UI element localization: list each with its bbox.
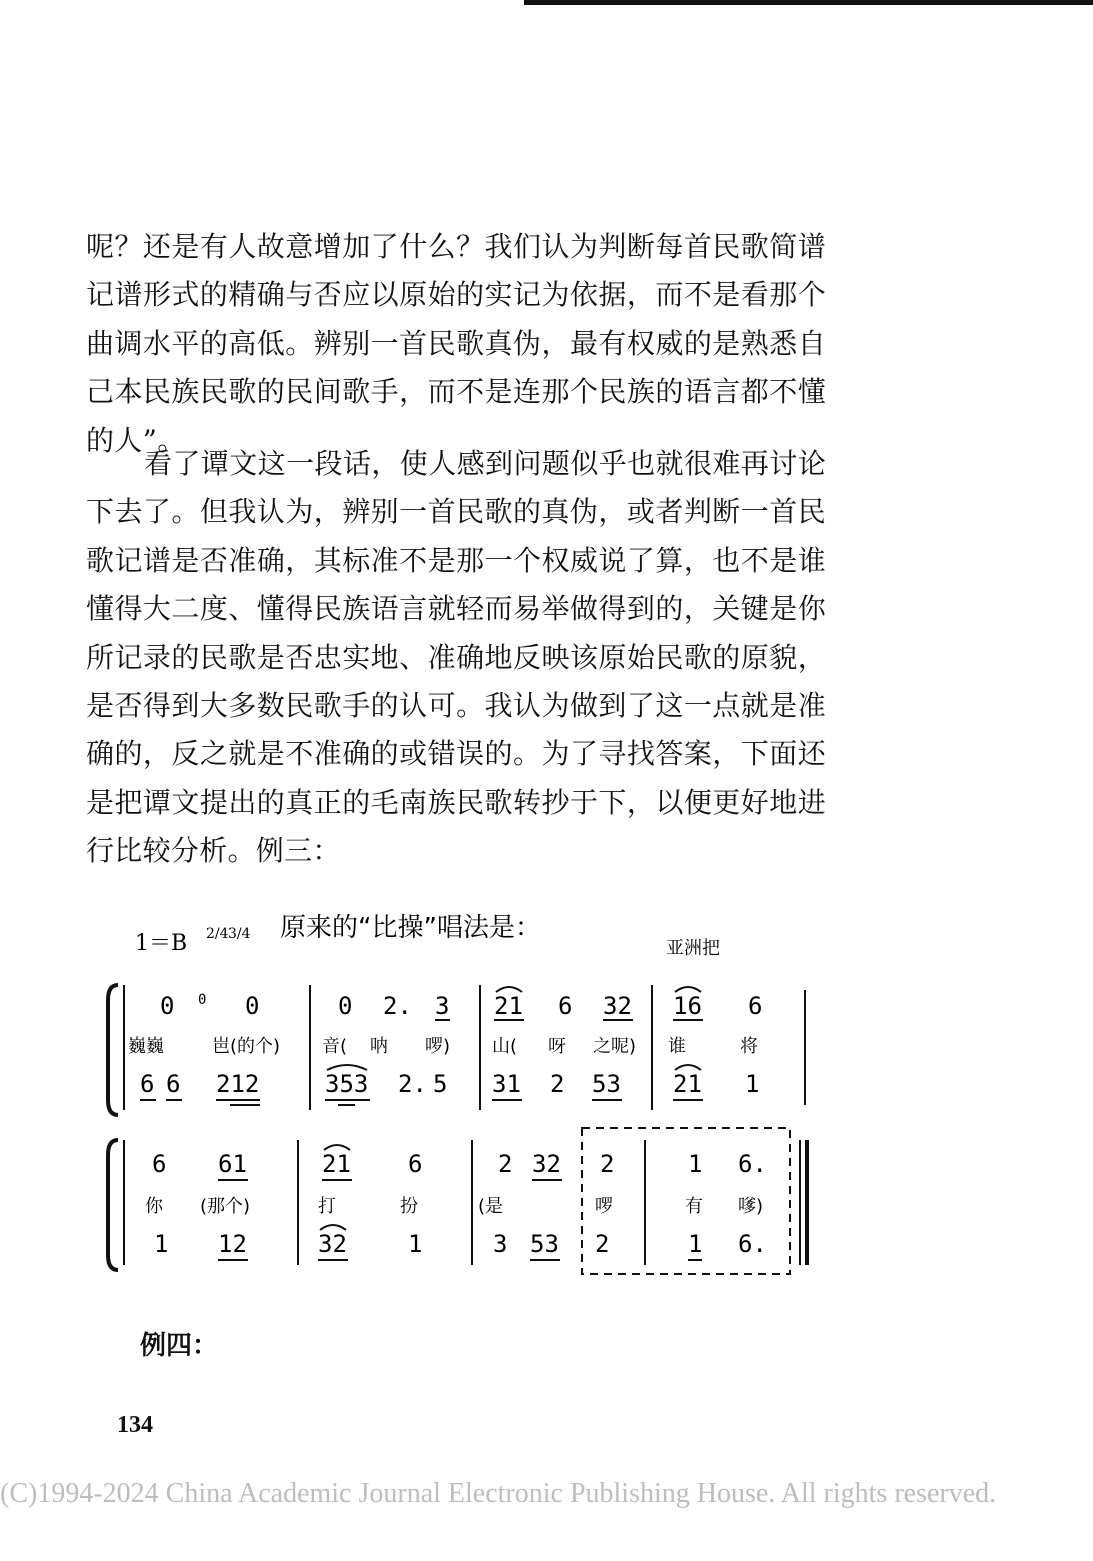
note: 61 bbox=[218, 1150, 247, 1178]
note: 31 bbox=[492, 1070, 521, 1098]
note: 53 bbox=[592, 1070, 621, 1098]
key-signature: 1＝B bbox=[135, 931, 188, 956]
note: 16 bbox=[673, 992, 702, 1020]
score-title: 原来的“比操”唱法是： bbox=[280, 913, 541, 943]
lyric: 打 bbox=[318, 1196, 336, 1217]
lyric: 将 bbox=[740, 1036, 758, 1057]
note: 0 bbox=[198, 992, 207, 1008]
lyric: 嗲) bbox=[738, 1196, 764, 1217]
note: 0 bbox=[338, 992, 353, 1020]
lyric: 山( bbox=[492, 1036, 518, 1057]
note: 1 bbox=[688, 1230, 703, 1258]
system-2-brace bbox=[108, 1140, 118, 1270]
lyric: 巍巍 bbox=[128, 1036, 164, 1057]
note: 3 bbox=[493, 1230, 508, 1258]
note: 2. bbox=[398, 1070, 427, 1098]
score-svg bbox=[100, 900, 820, 1290]
lyric: 扮 bbox=[400, 1196, 418, 1217]
note: 21 bbox=[494, 992, 523, 1020]
note: 32 bbox=[532, 1150, 561, 1178]
note: 1 bbox=[408, 1230, 423, 1258]
note: 1 bbox=[688, 1150, 703, 1178]
lyric: 啰) bbox=[425, 1036, 451, 1057]
note: 2 bbox=[550, 1070, 565, 1098]
note: 32 bbox=[318, 1230, 347, 1258]
note: 2. bbox=[383, 992, 412, 1020]
note: 21 bbox=[322, 1150, 351, 1178]
note: 3 bbox=[435, 992, 450, 1020]
note: 2 bbox=[595, 1230, 610, 1258]
lyric: 呀 bbox=[548, 1036, 566, 1057]
time-signature-2: 3/4 bbox=[228, 926, 251, 942]
score-author: 亚洲把 bbox=[666, 938, 720, 959]
note: 1 bbox=[745, 1070, 760, 1098]
note: 353 bbox=[325, 1070, 369, 1098]
note: 6 bbox=[558, 992, 573, 1020]
note: 2 bbox=[498, 1150, 513, 1178]
lyric: 之呢) bbox=[593, 1036, 637, 1057]
note: 21 bbox=[673, 1070, 702, 1098]
lyric: 谁 bbox=[668, 1036, 686, 1057]
note: 6 bbox=[408, 1150, 423, 1178]
lyric: 音( bbox=[322, 1036, 348, 1057]
lyric: (那个) bbox=[200, 1196, 251, 1217]
music-score bbox=[100, 900, 820, 1290]
note: 5 bbox=[433, 1070, 448, 1098]
lyric: 有 bbox=[685, 1196, 703, 1217]
note: 6. bbox=[738, 1230, 767, 1258]
note: 2 bbox=[600, 1150, 615, 1178]
note: 12 bbox=[218, 1230, 247, 1258]
note: 6 bbox=[140, 1070, 155, 1098]
note: 6 bbox=[166, 1070, 181, 1098]
paragraph-1: 呢？还是有人故意增加了什么？我们认为判断每首民歌简谱记谱形式的精确与否应以原始的实记为依据，而不是看那个曲调水平的高低。辨别一首民歌真伪，最有权威的是熟悉自己本民族民歌的民间歌手，而不是连那个民族的语言都不懂的人”。 bbox=[86, 230, 826, 457]
lyric: 你 bbox=[145, 1196, 163, 1217]
note: 212 bbox=[216, 1070, 260, 1098]
note: 0 bbox=[245, 992, 260, 1020]
example-caption: 例四： bbox=[140, 1331, 219, 1361]
lyric: 岜(的个) bbox=[212, 1036, 281, 1057]
paragraph-2: 看了谭文这一段话，使人感到问题似乎也就很难再讨论下去了。但我认为，辨别一首民歌的真伪，或者判断一首民歌记谱是否准确，其标准不是那一个权威说了算，也不是谁懂得大二度、懂得民族语言就轻而易举做得到的，关键是你所记录的民歌是否忠实地、准确地反映该原始民歌的原貌，是否得到大多数民歌手的认可。我认为做到了这一点就是准确的，反之就是不准确的或错误的。为了寻找答案，下面还是把谭文提出的真正的毛南族民歌转抄于下，以便更好地进行比较分析。例三： bbox=[86, 447, 826, 868]
time-signature-1: 2/4 bbox=[206, 926, 229, 942]
note: 0 bbox=[160, 992, 175, 1020]
note: 53 bbox=[530, 1230, 559, 1258]
note: 6 bbox=[748, 992, 763, 1020]
note: 32 bbox=[603, 992, 632, 1020]
top-rule bbox=[524, 0, 1093, 5]
note: 6 bbox=[152, 1150, 167, 1178]
page-number: 134 bbox=[117, 1412, 153, 1438]
copyright-notice: (C)1994-2024 China Academic Journal Electronic Publishing House. All rights reserved. bbox=[0, 1478, 997, 1509]
lyric: 呐 bbox=[370, 1036, 388, 1057]
lyric: 啰 bbox=[595, 1196, 613, 1217]
note: 6. bbox=[738, 1150, 767, 1178]
lyric: (是 bbox=[478, 1196, 504, 1217]
note: 1 bbox=[154, 1230, 169, 1258]
system-1-brace bbox=[108, 985, 118, 1115]
